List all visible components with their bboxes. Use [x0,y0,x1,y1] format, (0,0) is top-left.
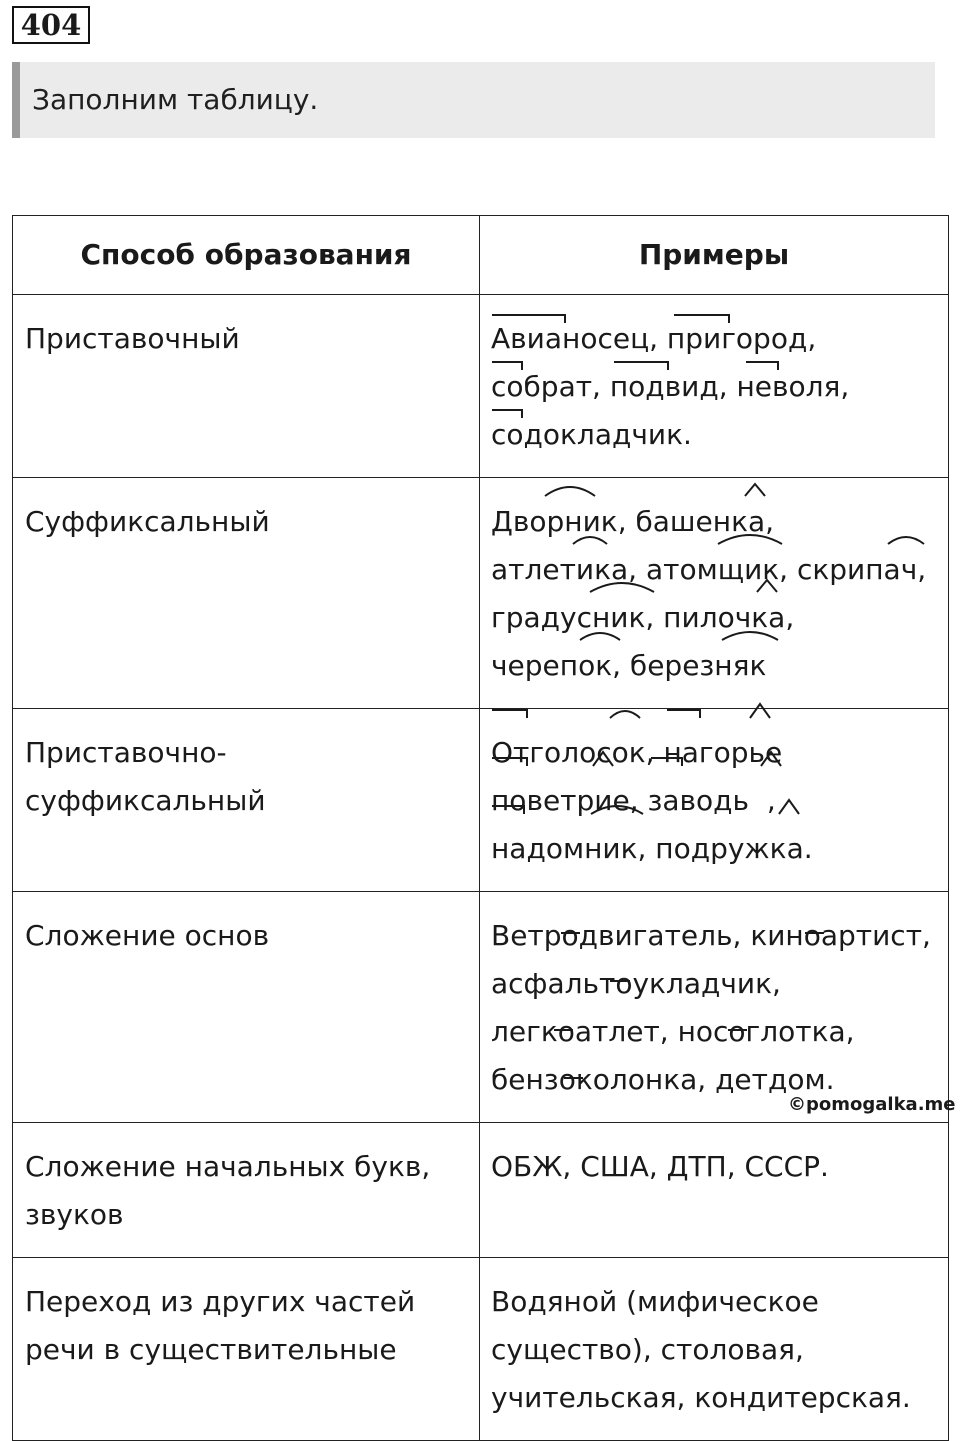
example-line: градусник, пилочка, [491,601,795,634]
table-row [13,1258,949,1441]
example-line: ОБЖ, США, ДТП, СССР. [491,1150,829,1183]
example-line: собрат, подвид, неволя, [491,370,850,403]
method-cell [13,478,480,709]
method-label: Приставочный [25,322,240,355]
word-formation-table [12,215,949,1441]
examples-cell [480,295,949,478]
example-line: Ветродвигатель, киноартист, [491,919,931,952]
example-line: асфальтоукладчик, [491,967,781,1000]
task-number: 404 [12,6,90,44]
examples-cell [480,1258,949,1441]
example-line: надомник, подружка. [491,832,813,865]
table-row [13,709,949,892]
examples-cell [480,1123,949,1258]
examples-cell [480,709,949,892]
example-line: существо), столовая, [491,1333,804,1366]
example-line: Отголосок, нагорье [491,736,783,769]
method-label: Сложение основ [25,919,270,952]
examples-cell [480,478,949,709]
method-label: Суффиксальный [25,505,270,538]
method-cell [13,892,480,1123]
table-header-row [13,216,949,295]
method-cell [13,709,480,892]
method-label: Приставочно- [25,736,227,769]
header-method: Способ образования [13,216,480,295]
examples-cell [480,892,949,1123]
example-line: учительская, кондитерская. [491,1381,911,1414]
method-label: речи в существительные [25,1333,397,1366]
example-line: черепок, березняк [491,649,767,682]
example-line: легкоатлет, носоглотка, [491,1015,855,1048]
intro-banner [12,62,935,138]
method-cell [13,295,480,478]
table-row [13,1123,949,1258]
header-examples: Примеры [480,216,949,295]
example-line: бензоколонка, детдом. [491,1063,835,1096]
method-label: суффиксальный [25,784,266,817]
method-cell [13,1123,480,1258]
intro-text: Заполним таблицу. [32,83,319,116]
example-line: поветрие, заводь , [491,784,776,817]
example-line: атлетика, атомщик, скрипач, [491,553,927,586]
example-line: Водяной (мифическое [491,1285,819,1318]
method-label: звуков [25,1198,124,1231]
example-line: содокладчик. [491,418,692,451]
method-cell [13,1258,480,1441]
table-row [13,295,949,478]
table-row [13,478,949,709]
watermark: ©pomogalka.me [788,1094,956,1115]
method-label: Сложение начальных букв, [25,1150,431,1183]
example-line: Авианосец, пригород, [491,322,817,355]
table-row [13,892,949,1123]
method-label: Переход из других частей [25,1285,416,1318]
example-line: Дворник, башенка, [491,505,775,538]
